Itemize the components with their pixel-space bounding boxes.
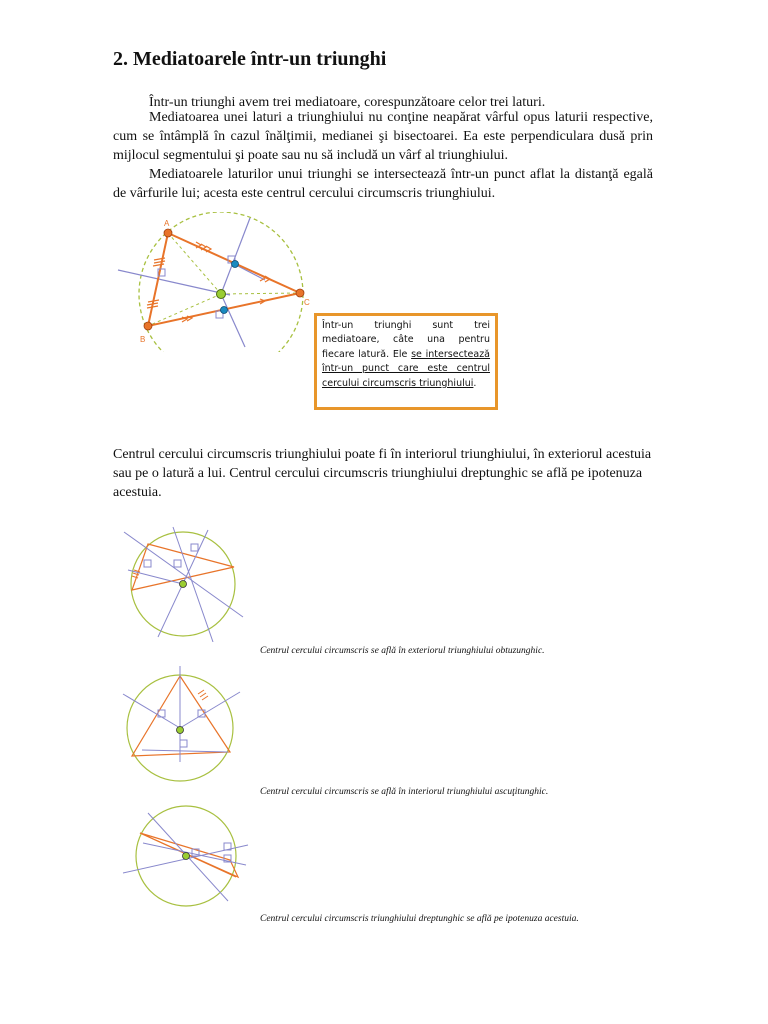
label-b: B [140, 335, 146, 344]
acute-triangle-figure [118, 664, 248, 784]
label-c: C [304, 298, 310, 307]
vertex-c [296, 289, 304, 297]
perpendicular-bisectors-figure [110, 212, 320, 352]
radius-b [148, 294, 221, 326]
radius-c [221, 293, 300, 294]
right-triangle-figure [118, 805, 253, 910]
label-a: A [164, 219, 170, 228]
circumcenter [217, 290, 226, 299]
radius-a [168, 233, 221, 294]
bisector-bc [221, 294, 245, 347]
midpoint-ac [232, 261, 239, 268]
caption-obtuse: Centrul cercului circumscris se află în exteriorul triunghiului obtuzunghic. [260, 646, 545, 656]
definition-callout [314, 313, 498, 410]
intro-paragraph-2: Mediatoarea unei laturi a triunghiului nu conţine neapărat vârful opus laturii respective, cum se întâmplă în cazul înălţimii, medianei şi bisectoarei. Ea este perpendiculara dusă prin mijlocul segmentului şi poate sau nu să includă un vârf al triunghiului. [113, 110, 653, 163]
caption-right: Centrul cercului circumscris triunghiului dreptunghic se află pe ipotenuza acestuia. [260, 914, 579, 924]
center-paragraph: Centrul cercului circumscris triunghiului poate fi în interiorul triunghiului, în exteriorul acestuia sau pe o latură a lui. Centrul cercului circumscris triunghiului dreptunghic se află pe ipotenuza acestuia. [113, 447, 652, 500]
caption-acute: Centrul cercului circumscris se află în interiorul triunghiului ascuţitunghic. [260, 787, 549, 797]
callout-underlined-text: se intersectează într-un punct care este centrul cercului circumscris triunghiului [322, 348, 491, 389]
bisector-ab [118, 270, 230, 295]
vertex-a [164, 229, 172, 237]
callout-text-end: . [473, 377, 477, 389]
vertex-b [144, 322, 152, 330]
page-title: 2. Mediatoarele într-un triunghi [113, 48, 387, 70]
midpoint-bc [221, 307, 228, 314]
intro-paragraph-1: Într-un triunghi avem trei mediatoare, corespunzătoare celor trei laturi. [149, 95, 546, 110]
intro-paragraph-3: Mediatoarele laturilor unui triunghi se intersectează într-un punct aflat la distanţă egală de vârfurile lui; acesta este centrul cercului circumscris triunghiului. [113, 167, 653, 201]
callout-text: Într-un triunghi sunt trei mediatoare, câte una pentru fiecare latură. Ele [322, 320, 490, 360]
obtuse-triangle-figure [118, 522, 248, 642]
